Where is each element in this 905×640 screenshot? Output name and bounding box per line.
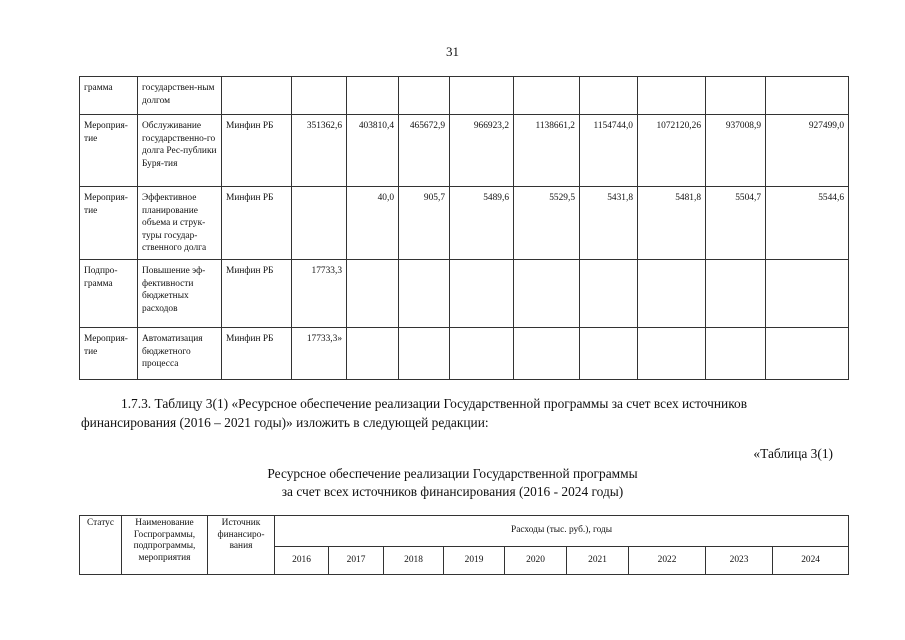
cell-value: 40,0 — [347, 187, 399, 260]
cell-value: 1138661,2 — [514, 115, 580, 187]
cell-value — [399, 260, 450, 328]
cell-value — [292, 77, 347, 115]
cell-value: 17733,3 — [292, 260, 347, 328]
cell-value — [347, 260, 399, 328]
table-title-line1: Ресурсное обеспечение реализации Государственной программы — [267, 466, 638, 481]
cell-value: 17733,3» — [292, 328, 347, 380]
header-year: 2023 — [706, 547, 773, 575]
cell-value — [706, 260, 766, 328]
cell-value: 5481,8 — [638, 187, 706, 260]
header-status: Статус — [80, 516, 122, 575]
cell-value: 351362,6 — [292, 115, 347, 187]
cell-value — [347, 328, 399, 380]
cell-value — [580, 260, 638, 328]
cell-value: 937008,9 — [706, 115, 766, 187]
cell-value — [347, 77, 399, 115]
cell-source: Минфин РБ — [222, 328, 292, 380]
header-year: 2022 — [629, 547, 706, 575]
cell-value: 1154744,0 — [580, 115, 638, 187]
table-reference: «Таблица 3(1) — [753, 446, 833, 461]
instruction-paragraph — [81, 394, 839, 432]
cell-value — [399, 328, 450, 380]
cell-name: Обслуживание государственно-го долга Рес-публики Буря-тия — [138, 115, 222, 187]
table-row — [80, 260, 849, 328]
cell-value: 5504,7 — [706, 187, 766, 260]
cell-value — [450, 260, 514, 328]
header-year: 2021 — [567, 547, 629, 575]
cell-value — [514, 260, 580, 328]
cell-value — [638, 77, 706, 115]
cell-status: Мероприя-тие — [80, 115, 138, 187]
header-name: Наименование Госпрограммы, подпрограммы, мероприятия — [122, 516, 208, 575]
cell-status: Подпро-грамма — [80, 260, 138, 328]
cell-value — [292, 187, 347, 260]
header-expenses: Расходы (тыс. руб.), годы — [275, 516, 849, 547]
cell-name: государствен-ным долгом — [138, 77, 222, 115]
cell-value: 5489,6 — [450, 187, 514, 260]
cell-value: 5431,8 — [580, 187, 638, 260]
table-row — [80, 187, 849, 260]
header-year: 2020 — [505, 547, 567, 575]
instruction-text: 1.7.3. Таблицу 3(1) «Ресурсное обеспечение реализации Государственной программы за счет всех источников финансирования (2016 – 2021 годы)» изложить в следующей редакции: — [81, 396, 748, 430]
cell-name: Эффективное планирование объема и струк-туры государ-ственного долга — [138, 187, 222, 260]
resource-table-header — [79, 515, 849, 575]
cell-source — [222, 77, 292, 115]
cell-value — [450, 77, 514, 115]
header-year: 2024 — [773, 547, 849, 575]
header-source: Источник финансиро-вания — [208, 516, 275, 575]
cell-name: Повышение эф-фективности бюджетных расходов — [138, 260, 222, 328]
cell-value: 465672,9 — [399, 115, 450, 187]
cell-status: грамма — [80, 77, 138, 115]
table-title — [0, 465, 905, 501]
page-number: 31 — [446, 44, 459, 59]
header-year: 2016 — [275, 547, 329, 575]
cell-value: 927499,0 — [766, 115, 849, 187]
cell-value — [706, 328, 766, 380]
resource-table-continued — [79, 76, 849, 380]
cell-value — [638, 260, 706, 328]
cell-value: 966923,2 — [450, 115, 514, 187]
cell-source: Минфин РБ — [222, 187, 292, 260]
cell-value: 5529,5 — [514, 187, 580, 260]
cell-value: 403810,4 — [347, 115, 399, 187]
cell-value — [580, 77, 638, 115]
cell-value — [766, 328, 849, 380]
cell-value — [514, 328, 580, 380]
header-year: 2018 — [384, 547, 444, 575]
cell-value — [638, 328, 706, 380]
cell-value — [514, 77, 580, 115]
header-year: 2017 — [329, 547, 384, 575]
table-row — [80, 328, 849, 380]
header-year: 2019 — [444, 547, 505, 575]
cell-value: 905,7 — [399, 187, 450, 260]
cell-value: 1072120,26 — [638, 115, 706, 187]
cell-value — [399, 77, 450, 115]
cell-source: Минфин РБ — [222, 115, 292, 187]
cell-value — [766, 260, 849, 328]
table-row — [80, 77, 849, 115]
cell-value: 5544,6 — [766, 187, 849, 260]
cell-value — [450, 328, 514, 380]
cell-status: Мероприя-тие — [80, 328, 138, 380]
table-title-line2: за счет всех источников финансирования (2016 - 2024 годы) — [281, 484, 624, 499]
table-row — [80, 115, 849, 187]
cell-value — [580, 328, 638, 380]
cell-source: Минфин РБ — [222, 260, 292, 328]
cell-value — [706, 77, 766, 115]
cell-name: Автоматизация бюджетного процесса — [138, 328, 222, 380]
cell-status: Мероприя-тие — [80, 187, 138, 260]
cell-value — [766, 77, 849, 115]
